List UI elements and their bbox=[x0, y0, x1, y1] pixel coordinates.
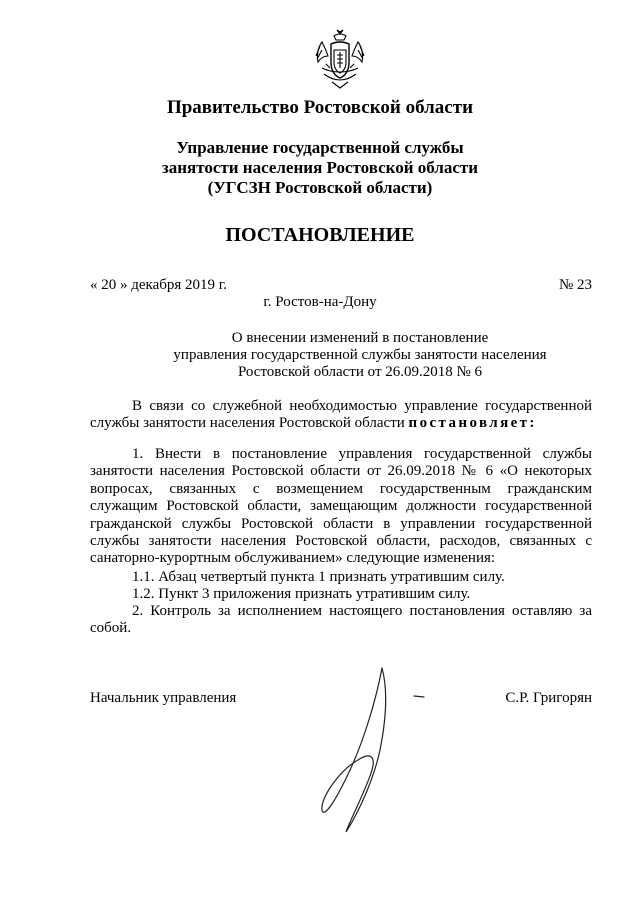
preamble-text: В связи со служебной необходимостью управление государственной службы занятости населения Ростовской области bbox=[90, 398, 592, 432]
department-name bbox=[0, 138, 640, 198]
signer-position: Начальник управления bbox=[90, 690, 237, 706]
item-1-2-paragraph: 1.2. Пункт 3 приложения признать утратившим силу. bbox=[132, 586, 471, 602]
document-city: г. Ростов-на-Дону bbox=[263, 294, 377, 310]
signer-name: С.Р. Григорян bbox=[505, 690, 592, 706]
handwritten-signature bbox=[310, 660, 430, 840]
coat-of-arms-emblem bbox=[312, 28, 368, 92]
document-subject bbox=[120, 330, 600, 381]
document-type-heading: ПОСТАНОВЛЕНИЕ bbox=[225, 224, 415, 246]
document-number: № 23 bbox=[558, 277, 592, 293]
subject-line: Ростовской области от 26.09.2018 № 6 bbox=[237, 364, 483, 380]
preamble-paragraph bbox=[90, 398, 592, 433]
decree-word: постановляет: bbox=[408, 415, 537, 432]
item-1-1-paragraph: 1.1. Абзац четвертый пункта 1 признать утратившим силу. bbox=[132, 569, 505, 585]
subject-line: О внесении изменений в постановление bbox=[231, 330, 489, 346]
item-1-paragraph: 1. Внести в постановление управления государственной службы занятости населения Ростовской области от 26.09.2018 № 6 «О некоторых вопросах, связанных с возмещением государственным гражданским служащим Ростовской области, замещающим должности государственной гражданской службы Ростовской области в управлении государственной службы занятости населения Ростовской области, расходов, связанных с санаторно-курортным обслуживанием» следующие изменения: bbox=[90, 446, 592, 567]
department-line: (УГСЗН Ростовской области) bbox=[207, 178, 433, 197]
organization-title: Правительство Ростовской области bbox=[166, 97, 474, 118]
subject-line: управления государственной службы занятости населения bbox=[173, 347, 547, 363]
item-2-paragraph: 2. Контроль за исполнением настоящего постановления оставляю за собой. bbox=[90, 603, 592, 637]
department-line: Управление государственной службы bbox=[176, 138, 464, 157]
department-line: занятости населения Ростовской области bbox=[161, 158, 479, 177]
document-date: « 20 » декабря 2019 г. bbox=[90, 277, 227, 293]
